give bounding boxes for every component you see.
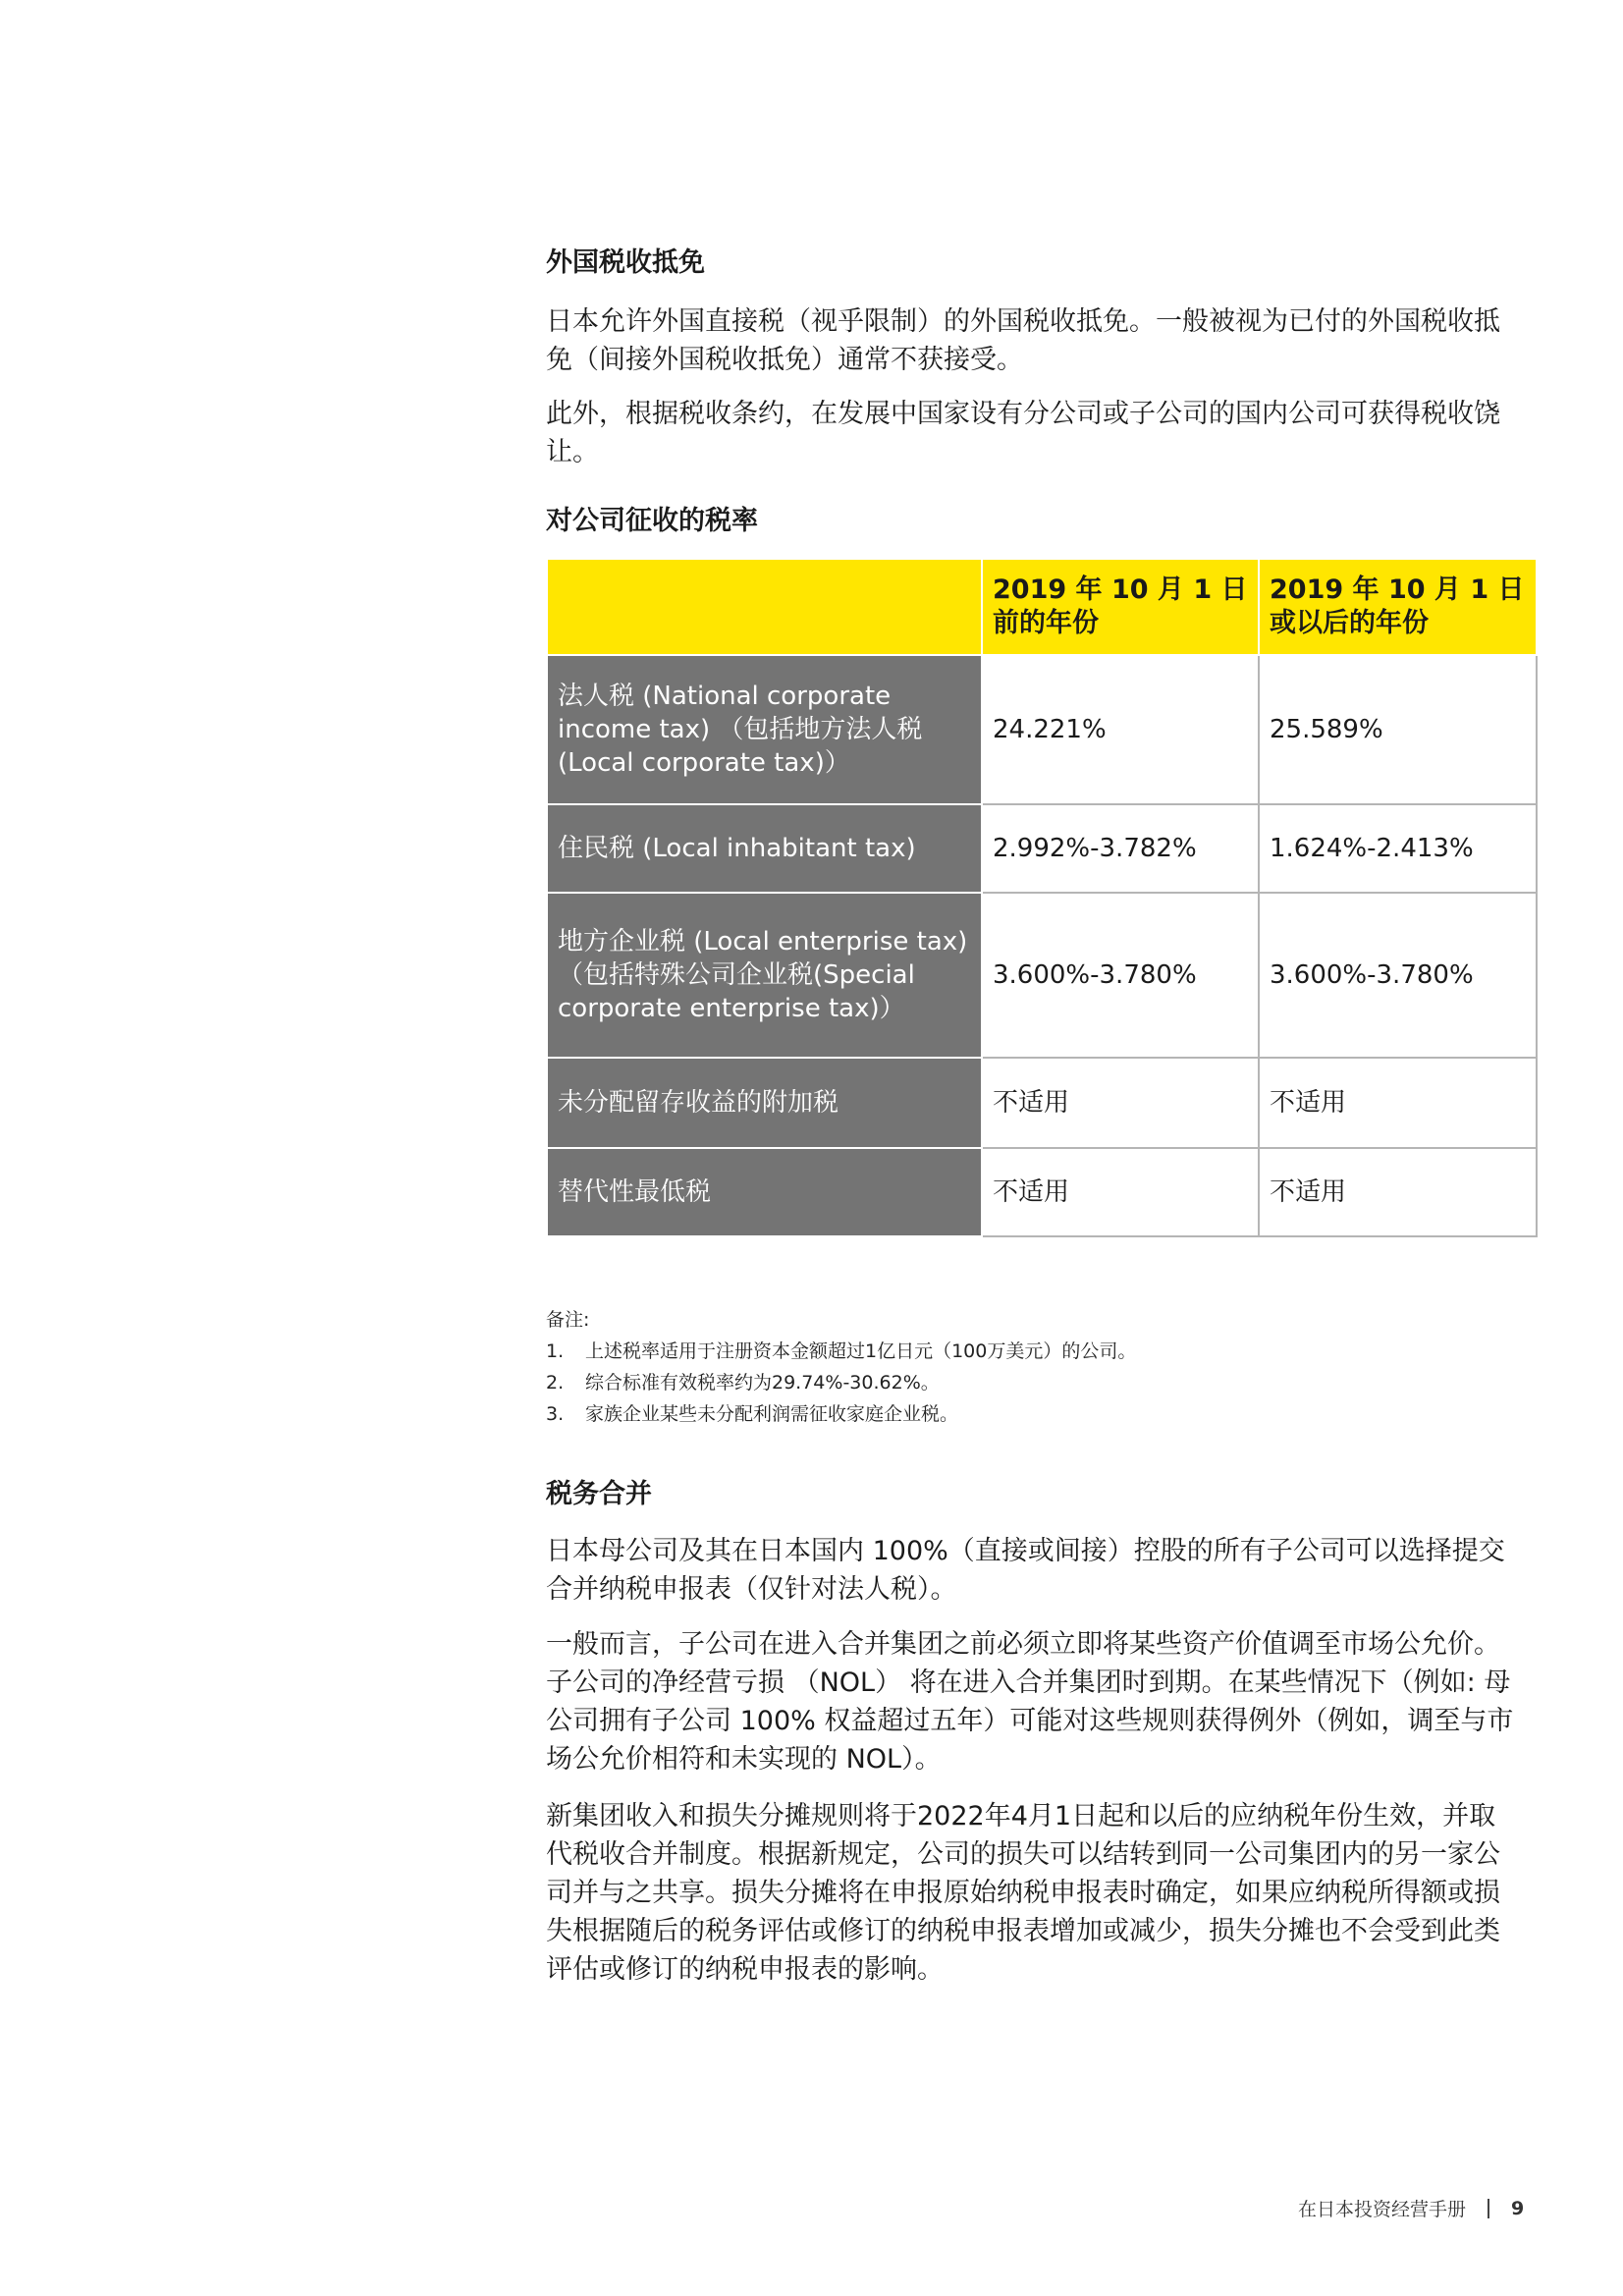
- row-value-before: 3.600%-3.780%: [982, 893, 1259, 1058]
- note-text: 上述税率适用于注册资本金额超过1亿日元（100万美元）的公司。: [585, 1340, 1137, 1362]
- row-value-after: 不适用: [1259, 1148, 1537, 1236]
- section-heading-tax-rates: 对公司征收的税率: [546, 506, 758, 536]
- row-value-before: 不适用: [982, 1058, 1259, 1148]
- tax-rate-table: [546, 558, 1538, 1237]
- note-item: [546, 1367, 1136, 1398]
- footer-title: 在日本投资经营手册: [1298, 2199, 1467, 2220]
- row-label: 替代性最低税: [547, 1148, 982, 1236]
- note-number: 1.: [546, 1340, 565, 1362]
- page-footer: [1298, 2195, 1524, 2221]
- table-row: [547, 1148, 1537, 1236]
- row-value-before: 不适用: [982, 1148, 1259, 1236]
- note-number: 2.: [546, 1372, 565, 1394]
- row-label: 未分配留存收益的附加税: [547, 1058, 982, 1148]
- row-value-after: 1.624%-2.413%: [1259, 804, 1537, 893]
- paragraph-foreign-tax-credit-1: 日本允许外国直接税（视乎限制）的外国税收抵免。一般被视为已付的外国税收抵免（间接外国税收抵免）通常不获接受。: [546, 306, 1500, 375]
- row-value-before: 2.992%-3.782%: [982, 804, 1259, 893]
- row-value-after: 不适用: [1259, 1058, 1537, 1148]
- note-item: [546, 1398, 1136, 1430]
- row-label: 地方企业税 (Local enterprise tax) （包括特殊公司企业税(Special corporate enterprise tax)）: [547, 893, 982, 1058]
- table-header-row: [547, 559, 1537, 655]
- table-header-blank: [547, 559, 982, 655]
- paragraph-consolidation-2: 一般而言，子公司在进入合并集团之前必须立即将某些资产价值调至市场公允价。子公司的净经营亏损 （NOL） 将在进入合并集团时到期。在某些情况下（例如: 母公司拥有子公司 100% 权益超过五年）可能对这些规则获得例外（例如，调至与市场公允价相符和未实现的 NOL）。: [546, 1629, 1514, 1775]
- table-notes: [546, 1304, 1136, 1430]
- note-text: 家族企业某些未分配利润需征收家庭企业税。: [585, 1403, 959, 1425]
- section-heading-consolidation: 税务合并: [546, 1479, 652, 1509]
- note-text: 综合标准有效税率约为29.74%-30.62%。: [585, 1372, 940, 1394]
- section-heading-foreign-tax-credit: 外国税收抵免: [546, 247, 705, 278]
- row-value-after: 3.600%-3.780%: [1259, 893, 1537, 1058]
- note-number: 3.: [546, 1403, 565, 1425]
- page-number: 9: [1511, 2197, 1525, 2219]
- row-label: 住民税 (Local inhabitant tax): [547, 804, 982, 893]
- notes-title: 备注:: [546, 1309, 590, 1331]
- table-row: [547, 893, 1537, 1058]
- paragraph-consolidation-3: 新集团收入和损失分摊规则将于2022年4月1日起和以后的应纳税年份生效，并取代税收合并制度。根据新规定，公司的损失可以结转到同一公司集团内的另一家公司并与之共享。损失分摊将在申报原始纳税申报表时确定，如果应纳税所得额或损失根据随后的税务评估或修订的纳税申报表增加或减少，损失分摊也不会受到此类评估或修订的纳税申报表的影响。: [546, 1801, 1500, 1985]
- paragraph-consolidation-1: 日本母公司及其在日本国内 100%（直接或间接）控股的所有子公司可以选择提交合并纳税申报表（仅针对法人税）。: [546, 1536, 1505, 1605]
- row-value-after: 25.589%: [1259, 655, 1537, 804]
- row-value-before: 24.221%: [982, 655, 1259, 804]
- row-label: 法人税 (National corporate income tax) （包括地方法人税 (Local corporate tax)）: [547, 655, 982, 804]
- table-row: [547, 804, 1537, 893]
- paragraph-foreign-tax-credit-2: 此外，根据税收条约，在发展中国家设有分公司或子公司的国内公司可获得税收饶让。: [546, 399, 1500, 467]
- table-row: [547, 1058, 1537, 1148]
- footer-divider: [1488, 2199, 1489, 2218]
- table-row: [547, 655, 1537, 804]
- table-header-before: 2019 年 10 月 1 日前的年份: [982, 559, 1259, 655]
- note-item: [546, 1336, 1136, 1367]
- table-header-after: 2019 年 10 月 1 日或以后的年份: [1259, 559, 1537, 655]
